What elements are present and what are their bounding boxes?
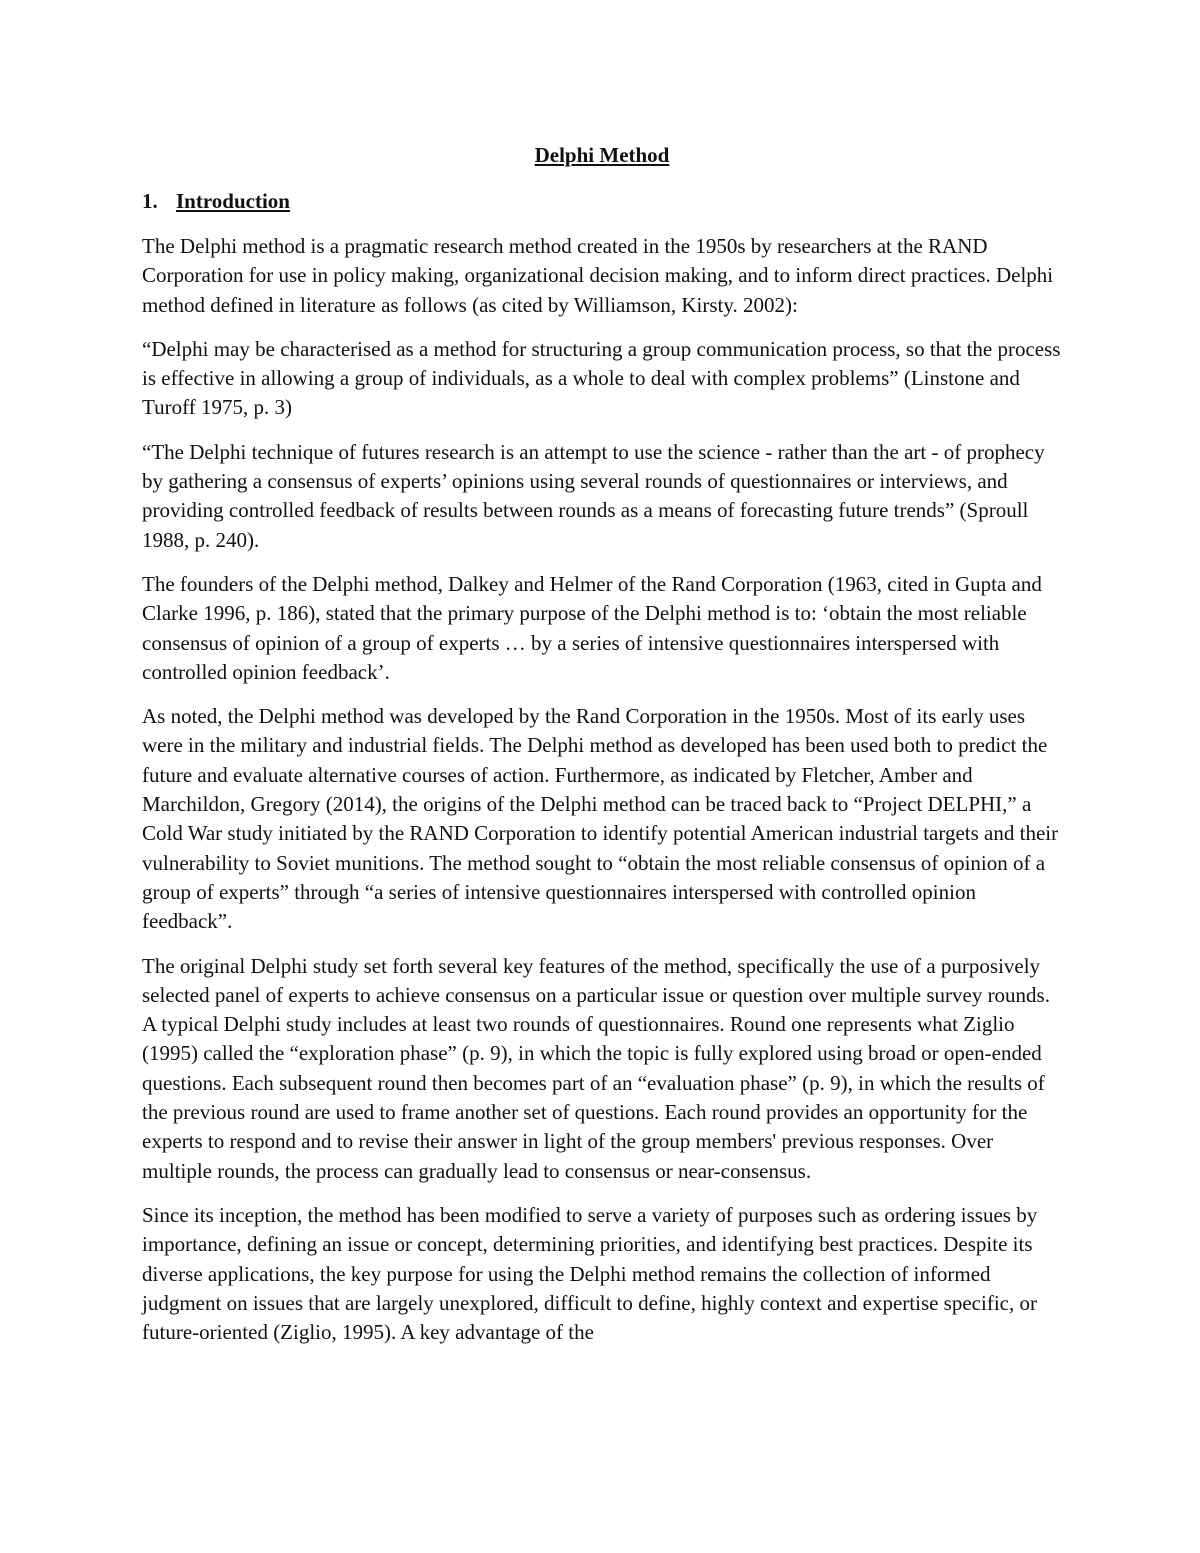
paragraph-quote-sproull: “The Delphi technique of futures research is an attempt to use the science - rather than the art - of prophecy by gathering a consensus of experts’ opinions using several rounds of questionnaires or interviews, and providing controlled feedback of results between rounds as a means of forecasting future trends” (Sproull 1988, p. 240). — [142, 439, 1045, 552]
section-heading-label: Introduction — [176, 189, 290, 213]
paragraph-original-study: The original Delphi study set forth several key features of the method, specifically the use of a purposively selected panel of experts to achieve consensus on a particular issue or question over multiple survey rounds. A typical Delphi study includes at least two rounds of questionnaires. Round one represents what Ziglio (1995) called the “exploration phase” (p. 9), in which the topic is fully explored using broad or open-ended questions. Each subsequent round then becomes part of an “evaluation phase” (p. 9), in which the results of the previous round are used to frame another set of questions. Each round provides an opportunity for the experts to respond and to revise their answer in light of the group members' previous responses. Over multiple rounds, the process can gradually lead to consensus or near-consensus. — [142, 953, 1050, 1183]
section-number: 1. — [142, 189, 158, 213]
document-body — [142, 141, 1062, 1362]
paragraph-founders: The founders of the Delphi method, Dalkey and Helmer of the Rand Corporation (1963, cited in Gupta and Clarke 1996, p. 186), stated that the primary purpose of the Delphi method is to: ‘obtain the most reliable consensus of opinion of a group of experts … by a series of intensive questionnaires interspersed with controlled opinion feedback’. — [142, 571, 1042, 684]
paragraph-intro: The Delphi method is a pragmatic research method created in the 1950s by researchers at the RAND Corporation for use in policy making, organizational decision making, and to inform direct practices. Delphi method defined in literature as follows (as cited by Williamson, Kirsty. 2002): — [142, 234, 1054, 317]
paragraph-history: As noted, the Delphi method was developed by the Rand Corporation in the 1950s. Most of its early uses were in the military and industrial fields. The Delphi method as developed has been used both to predict the future and evaluate alternative courses of action. Furthermore, as indicated by Fletcher, Amber and Marchildon, Gregory (2014), the origins of the Delphi method can be traced back to “Project DELPHI,” a Cold War study initiated by the RAND Corporation to identify potential American industrial targets and their vulnerability to Soviet munitions. The method sought to “obtain the most reliable consensus of opinion of a group of experts” through “a series of intensive questionnaires interspersed with controlled opinion feedback”. — [142, 704, 1059, 934]
paragraph-quote-linstone: “Delphi may be characterised as a method for structuring a group communication process, so that the process is effective in allowing a group of individuals, as a whole to deal with complex problems” (Linstone and Turoff 1975, p. 3) — [142, 336, 1061, 420]
paragraph-applications: Since its inception, the method has been modified to serve a variety of purposes such as ordering issues by importance, defining an issue or concept, determining priorities, and identifying best practices. Despite its diverse applications, the key purpose for using the Delphi method remains the collection of informed judgment on issues that are largely unexplored, difficult to define, highly context and expertise specific, or future-oriented (Ziglio, 1995). A key advantage of the — [142, 1202, 1038, 1345]
document-title: Delphi Method — [534, 143, 670, 167]
section-heading — [142, 187, 1062, 216]
